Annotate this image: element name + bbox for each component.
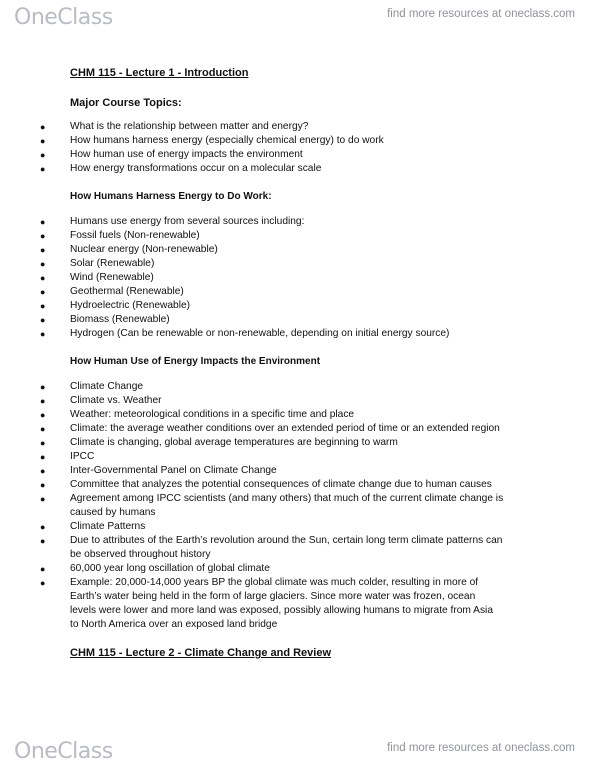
list-item: ● How human use of energy impacts the environment (40, 149, 303, 160)
bullet-icon: ● (40, 287, 46, 297)
list-item: ● Nuclear energy (Non-renewable) (40, 244, 218, 255)
list-item: ● Hydroelectric (Renewable) (40, 300, 191, 311)
list-item: ● Weather: meteorological conditions in a specific time and place (40, 409, 355, 420)
list-item: ● Humans use energy from several sources including: (40, 216, 305, 227)
list-item: ● Example: 20,000-14,000 years BP the global climate was much colder, resulting in more of Earth’s water being held in the form of large glaciers. Since more water was frozen, ocean levels were lower and more land was exposed, possibly allowing humans to migrate from Asia to North America over an exposed land bridge (40, 577, 493, 630)
list-item: ● Climate: the average weather conditions over an extended period of time or an extended region (40, 423, 500, 434)
bullet-icon: ● (40, 564, 46, 574)
list-item: ● Committee that analyzes the potential consequences of climate change due to human causes (40, 479, 492, 490)
footer-tagline[interactable]: find more resources at oneclass.com (387, 742, 575, 754)
bullet-icon: ● (40, 578, 46, 588)
list-item: ● Climate Change (40, 381, 144, 392)
list-item: ● Climate is changing, global average temperatures are beginning to warm (40, 437, 398, 448)
list-item: ● Inter-Governmental Panel on Climate Change (40, 465, 277, 476)
bullet-icon: ● (40, 424, 46, 434)
lecture-2-title: CHM 115 - Lecture 2 - Climate Change and Review (70, 647, 332, 659)
bullet-icon: ● (40, 466, 46, 476)
bullet-icon: ● (40, 315, 46, 325)
list-item: ● Climate Patterns (40, 521, 146, 532)
bullet-icon: ● (40, 122, 46, 132)
bullet-icon: ● (40, 396, 46, 406)
harness-energy-heading: How Humans Harness Energy to Do Work: (70, 191, 272, 202)
list-item: ● 60,000 year long oscillation of global climate (40, 563, 270, 574)
list-item: ● IPCC (40, 451, 95, 462)
document-body (40, 66, 575, 676)
oneclass-logo[interactable]: OneClass (14, 5, 113, 30)
header-tagline[interactable]: find more resources at oneclass.com (387, 8, 575, 20)
environment-heading: How Human Use of Energy Impacts the Environment (70, 356, 321, 367)
list-item: ● What is the relationship between matter and energy? (40, 121, 309, 132)
list-item: ● Fossil fuels (Non-renewable) (40, 230, 200, 241)
bullet-icon: ● (40, 522, 46, 532)
list-item: ● Geothermal (Renewable) (40, 286, 184, 297)
header-brand-bar (0, 0, 595, 36)
bullet-icon: ● (40, 150, 46, 160)
bullet-icon: ● (40, 259, 46, 269)
bullet-icon: ● (40, 410, 46, 420)
oneclass-logo-footer[interactable]: OneClass (14, 739, 113, 764)
course-topics-list (40, 120, 575, 176)
bullet-icon: ● (40, 536, 46, 546)
course-topics-heading: Major Course Topics: (70, 97, 182, 109)
list-item: ● Climate vs. Weather (40, 395, 162, 406)
bullet-icon: ● (40, 329, 46, 339)
footer-brand-bar (0, 734, 595, 770)
list-item: ● Solar (Renewable) (40, 258, 155, 269)
list-item: ● Hydrogen (Can be renewable or non-renewable, depending on initial energy source) (40, 328, 450, 339)
bullet-icon: ● (40, 217, 46, 227)
lecture-1-title: CHM 115 - Lecture 1 - Introduction (70, 67, 249, 79)
bullet-icon: ● (40, 231, 46, 241)
list-item: ● Wind (Renewable) (40, 272, 154, 283)
list-item: ● How humans harness energy (especially chemical energy) to do work (40, 135, 384, 146)
list-item: ● Due to attributes of the Earth’s revolution around the Sun, certain long term climate patterns can be observed throughout history (40, 535, 503, 560)
bullet-icon: ● (40, 452, 46, 462)
bullet-icon: ● (40, 273, 46, 283)
bullet-icon: ● (40, 438, 46, 448)
bullet-icon: ● (40, 136, 46, 146)
bullet-icon: ● (40, 301, 46, 311)
bullet-icon: ● (40, 245, 46, 255)
list-item: ● How energy transformations occur on a molecular scale (40, 163, 322, 174)
list-item: ● Agreement among IPCC scientists (and many others) that much of the current climate change is caused by humans (40, 493, 504, 518)
bullet-icon: ● (40, 164, 46, 174)
bullet-icon: ● (40, 382, 46, 392)
bullet-icon: ● (40, 480, 46, 490)
environment-list (40, 380, 575, 632)
list-item: ● Biomass (Renewable) (40, 314, 170, 325)
harness-energy-list (40, 215, 575, 341)
bullet-icon: ● (40, 494, 46, 504)
